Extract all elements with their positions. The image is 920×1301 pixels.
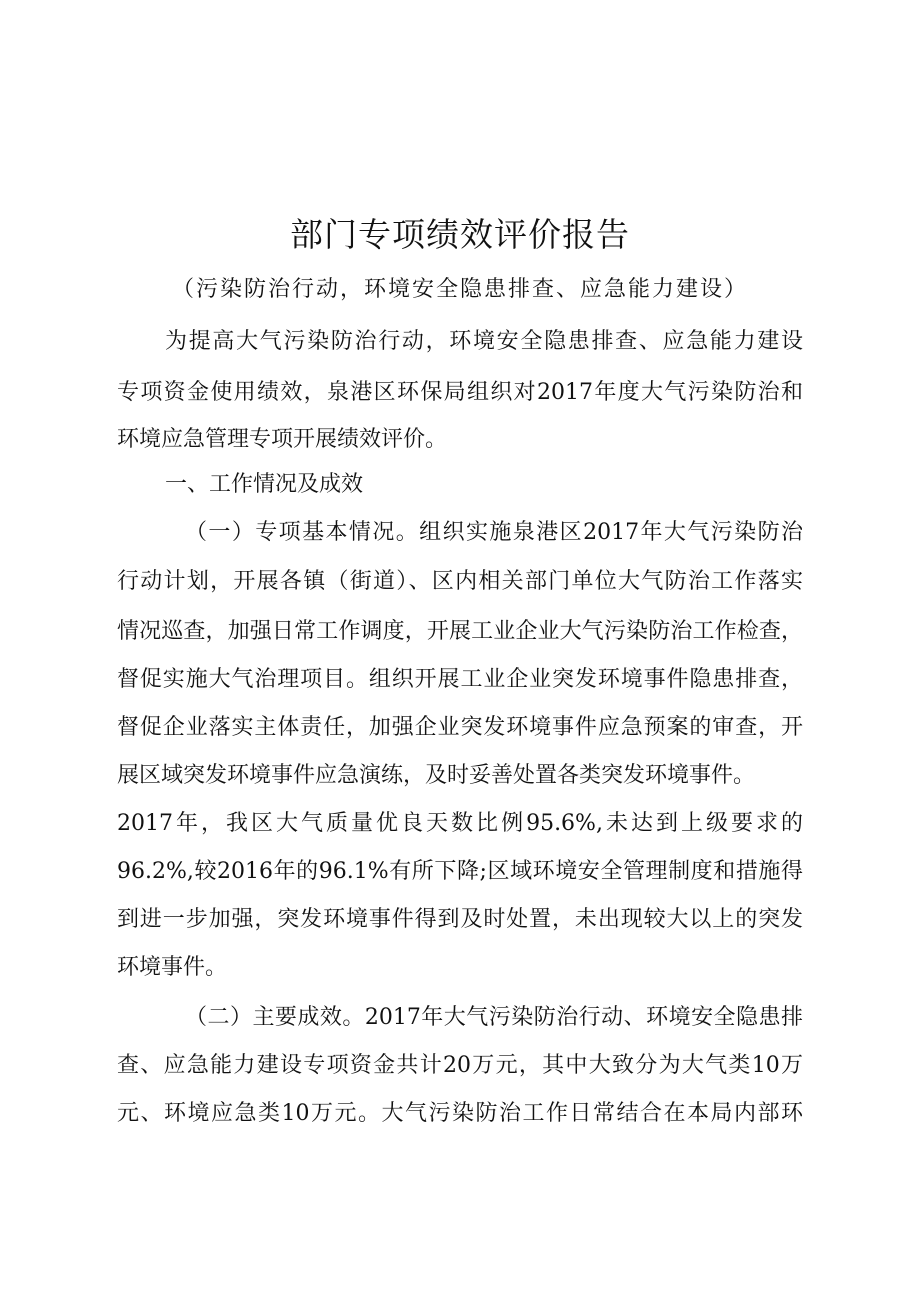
document-subtitle: （污染防治行动，环境安全隐患排查、应急能力建设） bbox=[171, 277, 748, 302]
document-title: 部门专项绩效评价报告 bbox=[290, 215, 630, 254]
paragraph-line: 96.2%,较2016年的96.1%有所下降;区域环境安全管理制度和措施得 bbox=[117, 859, 803, 884]
paragraph-line: 环境应急管理专项开展绩效评价。 bbox=[117, 427, 448, 452]
paragraph-line: 情况巡查，加强日常工作调度，开展工业企业大气污染防治工作检查， bbox=[117, 619, 803, 644]
paragraph-line: 元、环境应急类10万元。大气污染防治工作日常结合在本局内部环 bbox=[117, 1101, 803, 1126]
paragraph-line: 环境事件。 bbox=[117, 955, 228, 980]
subsection-heading: （一）专项基本情况。组织实施泉港区2017年大气污染防治 bbox=[185, 520, 803, 545]
section-heading: 一、工作情况及成效 bbox=[165, 472, 364, 497]
paragraph-line: 展区域突发环境事件应急演练，及时妥善处置各类突发环境事件。 bbox=[117, 763, 756, 788]
subsection-heading: （二）主要成效。2017年大气污染防治行动、环境安全隐患排 bbox=[185, 1005, 803, 1030]
paragraph-line: 为提高大气污染防治行动，环境安全隐患排查、应急能力建设 bbox=[165, 329, 803, 354]
paragraph-line: 督促企业落实主体责任，加强企业突发环境事件应急预案的审查，开 bbox=[117, 715, 803, 740]
paragraph-line: 2017年，我区大气质量优良天数比例95.6%,未达到上级要求的 bbox=[117, 811, 803, 836]
paragraph-line: 到进一步加强，突发环境事件得到及时处置，未出现较大以上的突发 bbox=[117, 907, 803, 932]
paragraph-line: 查、应急能力建设专项资金共计20万元，其中大致分为大气类10万 bbox=[117, 1053, 803, 1078]
paragraph-line: 行动计划，开展各镇（街道）、区内相关部门单位大气防治工作落实 bbox=[117, 569, 803, 594]
paragraph-line: 专项资金使用绩效，泉港区环保局组织对2017年度大气污染防治和 bbox=[117, 380, 803, 405]
paragraph-line: 督促实施大气治理项目。组织开展工业企业突发环境事件隐患排查， bbox=[117, 667, 803, 692]
